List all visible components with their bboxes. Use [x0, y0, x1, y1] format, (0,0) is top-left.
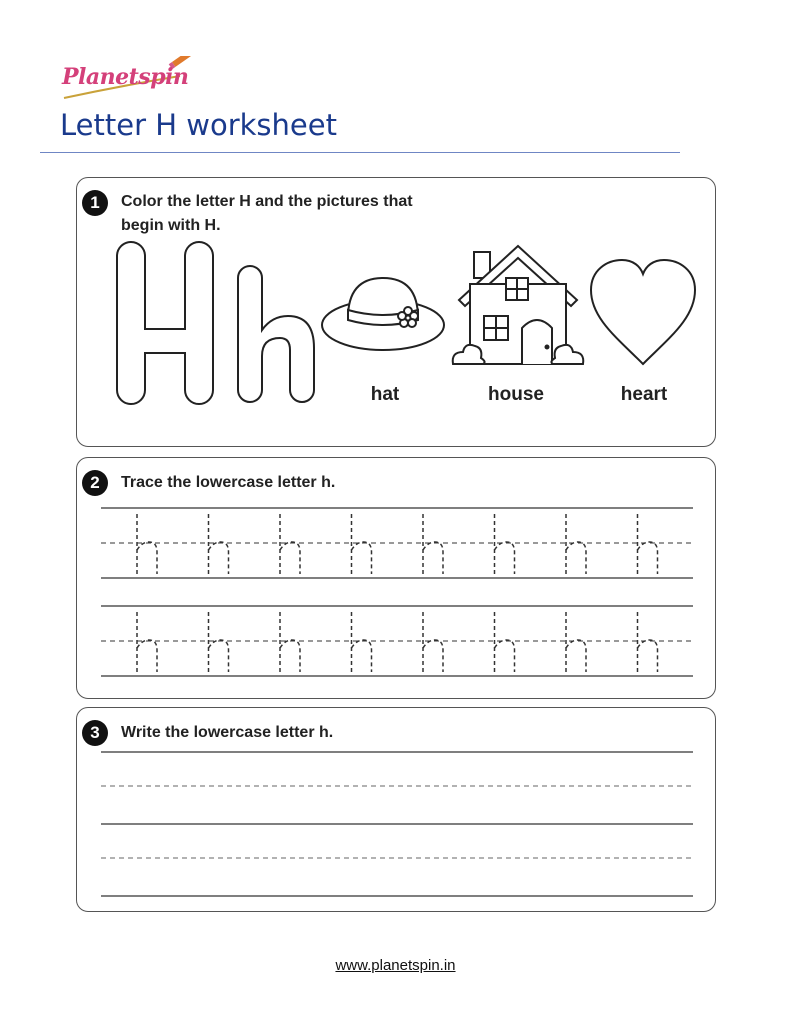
trace-letter-h[interactable]	[566, 514, 586, 574]
section-number-2: 2	[82, 470, 108, 496]
trace-letter-h[interactable]	[495, 514, 515, 574]
writing-lines	[77, 708, 717, 913]
section-trace-letter	[76, 457, 716, 699]
section-color-letter	[76, 177, 716, 447]
coloring-art	[77, 178, 717, 448]
footer-url[interactable]: www.planetspin.in	[335, 957, 456, 974]
trace-letter-h[interactable]	[638, 514, 658, 574]
heart-label: heart	[620, 384, 668, 405]
trace-letter-h[interactable]	[137, 612, 157, 672]
section-number-3: 3	[82, 720, 108, 746]
trace-letter-h[interactable]	[280, 514, 300, 574]
section-number-1: 1	[82, 190, 108, 216]
trace-letter-h[interactable]	[423, 612, 443, 672]
hat-icon	[322, 278, 444, 350]
trace-letter-h[interactable]	[137, 514, 157, 574]
section-1-instruction: Color the letter H and the pictures that begin with H.	[121, 193, 413, 234]
section-write-letter	[76, 707, 716, 912]
lowercase-h-outline	[238, 266, 314, 402]
trace-letter-h[interactable]	[209, 612, 229, 672]
page-title: Letter H worksheet	[60, 108, 337, 142]
uppercase-h-outline	[117, 242, 213, 404]
trace-letter-h[interactable]	[566, 612, 586, 672]
trace-letter-h[interactable]	[495, 612, 515, 672]
tracing-lines	[77, 458, 717, 700]
trace-letter-h[interactable]	[352, 514, 372, 574]
trace-letter-h[interactable]	[209, 514, 229, 574]
house-label: house	[488, 384, 544, 405]
house-icon	[453, 246, 584, 364]
section-3-instruction: Write the lowercase letter h.	[121, 724, 334, 741]
logo-text: Planetspin	[62, 64, 189, 90]
footer	[0, 957, 791, 974]
trace-letter-h[interactable]	[352, 612, 372, 672]
title-divider	[40, 152, 680, 153]
hat-label: hat	[370, 384, 400, 405]
planetspin-logo	[60, 56, 200, 106]
trace-letter-h[interactable]	[423, 514, 443, 574]
heart-icon	[591, 260, 695, 364]
trace-letter-h[interactable]	[280, 612, 300, 672]
trace-letter-h[interactable]	[638, 612, 658, 672]
section-2-instruction: Trace the lowercase letter h.	[121, 474, 336, 491]
